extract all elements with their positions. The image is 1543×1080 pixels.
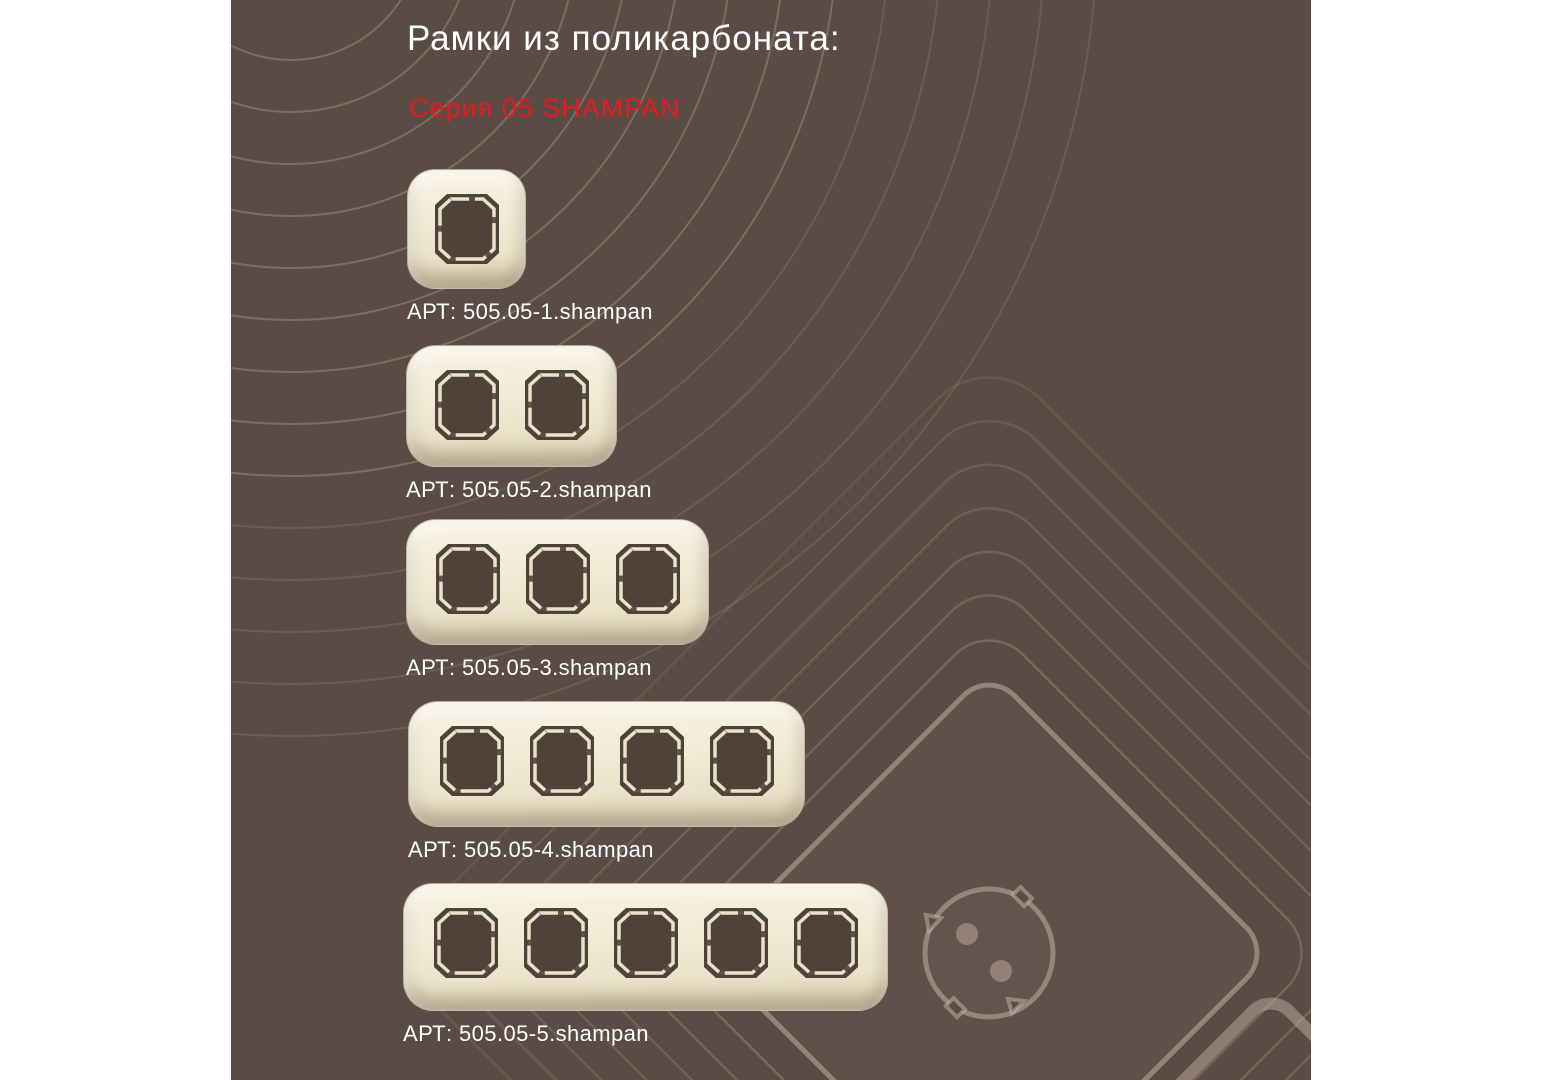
frame-window	[613, 907, 679, 979]
socket-icon	[925, 887, 1053, 1017]
frame-window	[703, 907, 769, 979]
series-subtitle: Серия 05 SHAMPAN	[409, 93, 681, 123]
product-article-label: АРТ: 505.05-2.shampan	[406, 477, 652, 502]
frame-image-5gang	[403, 883, 888, 1011]
catalog-panel	[231, 0, 1311, 1080]
frame-window	[439, 725, 505, 797]
frame-window	[709, 725, 775, 797]
frame-window	[793, 907, 859, 979]
frame-window	[435, 543, 501, 615]
frame-window	[619, 725, 685, 797]
frame-window	[523, 907, 589, 979]
product-card	[406, 519, 709, 681]
frame-window	[524, 369, 590, 441]
frame-window	[529, 725, 595, 797]
frame-window	[525, 543, 591, 615]
frame-image-2gang	[406, 345, 617, 467]
frame-window	[434, 369, 500, 441]
corner-diamonds-icon	[1059, 993, 1311, 1080]
page-title: Рамки из поликарбоната:	[407, 19, 841, 58]
frame-window	[615, 543, 681, 615]
product-card	[406, 345, 652, 503]
product-article-label: АРТ: 505.05-4.shampan	[408, 837, 654, 862]
product-card	[408, 701, 805, 863]
frame-image-3gang	[406, 519, 709, 645]
product-card	[403, 883, 888, 1047]
frame-window	[434, 193, 500, 265]
frame-image-4gang	[408, 701, 805, 827]
frame-window	[433, 907, 499, 979]
product-article-label: АРТ: 505.05-1.shampan	[407, 299, 653, 324]
product-article-label: АРТ: 505.05-3.shampan	[406, 655, 652, 680]
frame-image-1gang	[407, 169, 526, 289]
product-card	[407, 169, 653, 325]
product-article-label: АРТ: 505.05-5.shampan	[403, 1021, 649, 1046]
